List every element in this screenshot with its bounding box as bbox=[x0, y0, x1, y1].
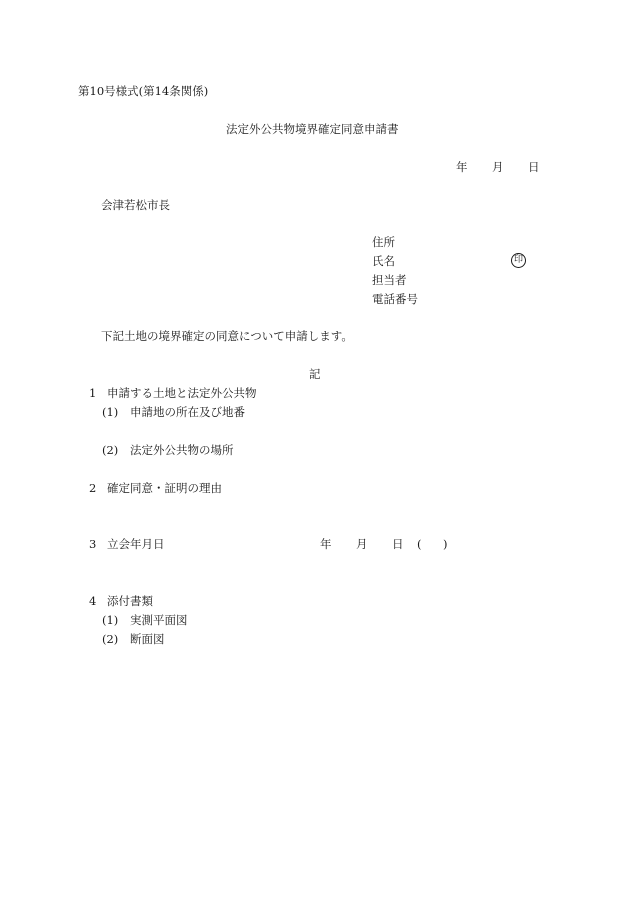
ki-heading: 記 bbox=[309, 367, 321, 381]
item3-day-label: 日 bbox=[392, 537, 404, 551]
item4-sub2-number: (2) bbox=[102, 632, 119, 646]
item3-year-label: 年 bbox=[320, 537, 332, 551]
item4-sub1-number: (1) bbox=[102, 613, 119, 627]
item3-month-label: 月 bbox=[356, 537, 368, 551]
date-day-label: 日 bbox=[528, 160, 540, 174]
item1-label: 申請する土地と法定外公共物 bbox=[107, 386, 257, 400]
item3-paren-open: ( bbox=[417, 537, 422, 551]
item3-label: 立会年月日 bbox=[107, 537, 165, 551]
item3-number: 3 bbox=[89, 537, 97, 551]
date-month-label: 月 bbox=[492, 160, 504, 174]
name-label: 氏名 bbox=[372, 254, 395, 268]
item3-paren-close: ) bbox=[443, 537, 448, 551]
document-title: 法定外公共物境界確定同意申請書 bbox=[226, 122, 399, 136]
phone-label: 電話番号 bbox=[372, 292, 418, 306]
item4-sub1-label: 実測平面図 bbox=[130, 613, 188, 627]
item1-sub2-number: (2) bbox=[102, 443, 119, 457]
item2-label: 確定同意・証明の理由 bbox=[107, 481, 222, 495]
request-text: 下記土地の境界確定の同意について申請します。 bbox=[101, 329, 353, 343]
item1-sub1-number: (1) bbox=[102, 405, 119, 419]
date-year-label: 年 bbox=[456, 160, 468, 174]
seal-mark: 印 bbox=[511, 253, 526, 268]
item2-number: 2 bbox=[89, 481, 97, 495]
item1-sub1-label: 申請地の所在及び地番 bbox=[130, 405, 245, 419]
address-label: 住所 bbox=[372, 235, 395, 249]
item4-sub2-label: 断面図 bbox=[130, 632, 165, 646]
item4-label: 添付書類 bbox=[107, 594, 153, 608]
addressee: 会津若松市長 bbox=[101, 198, 170, 212]
item4-number: 4 bbox=[89, 594, 97, 608]
item1-number: 1 bbox=[89, 386, 97, 400]
item1-sub2-label: 法定外公共物の場所 bbox=[130, 443, 234, 457]
contact-person-label: 担当者 bbox=[372, 273, 407, 287]
form-number: 第10号様式(第14条関係) bbox=[78, 84, 209, 98]
